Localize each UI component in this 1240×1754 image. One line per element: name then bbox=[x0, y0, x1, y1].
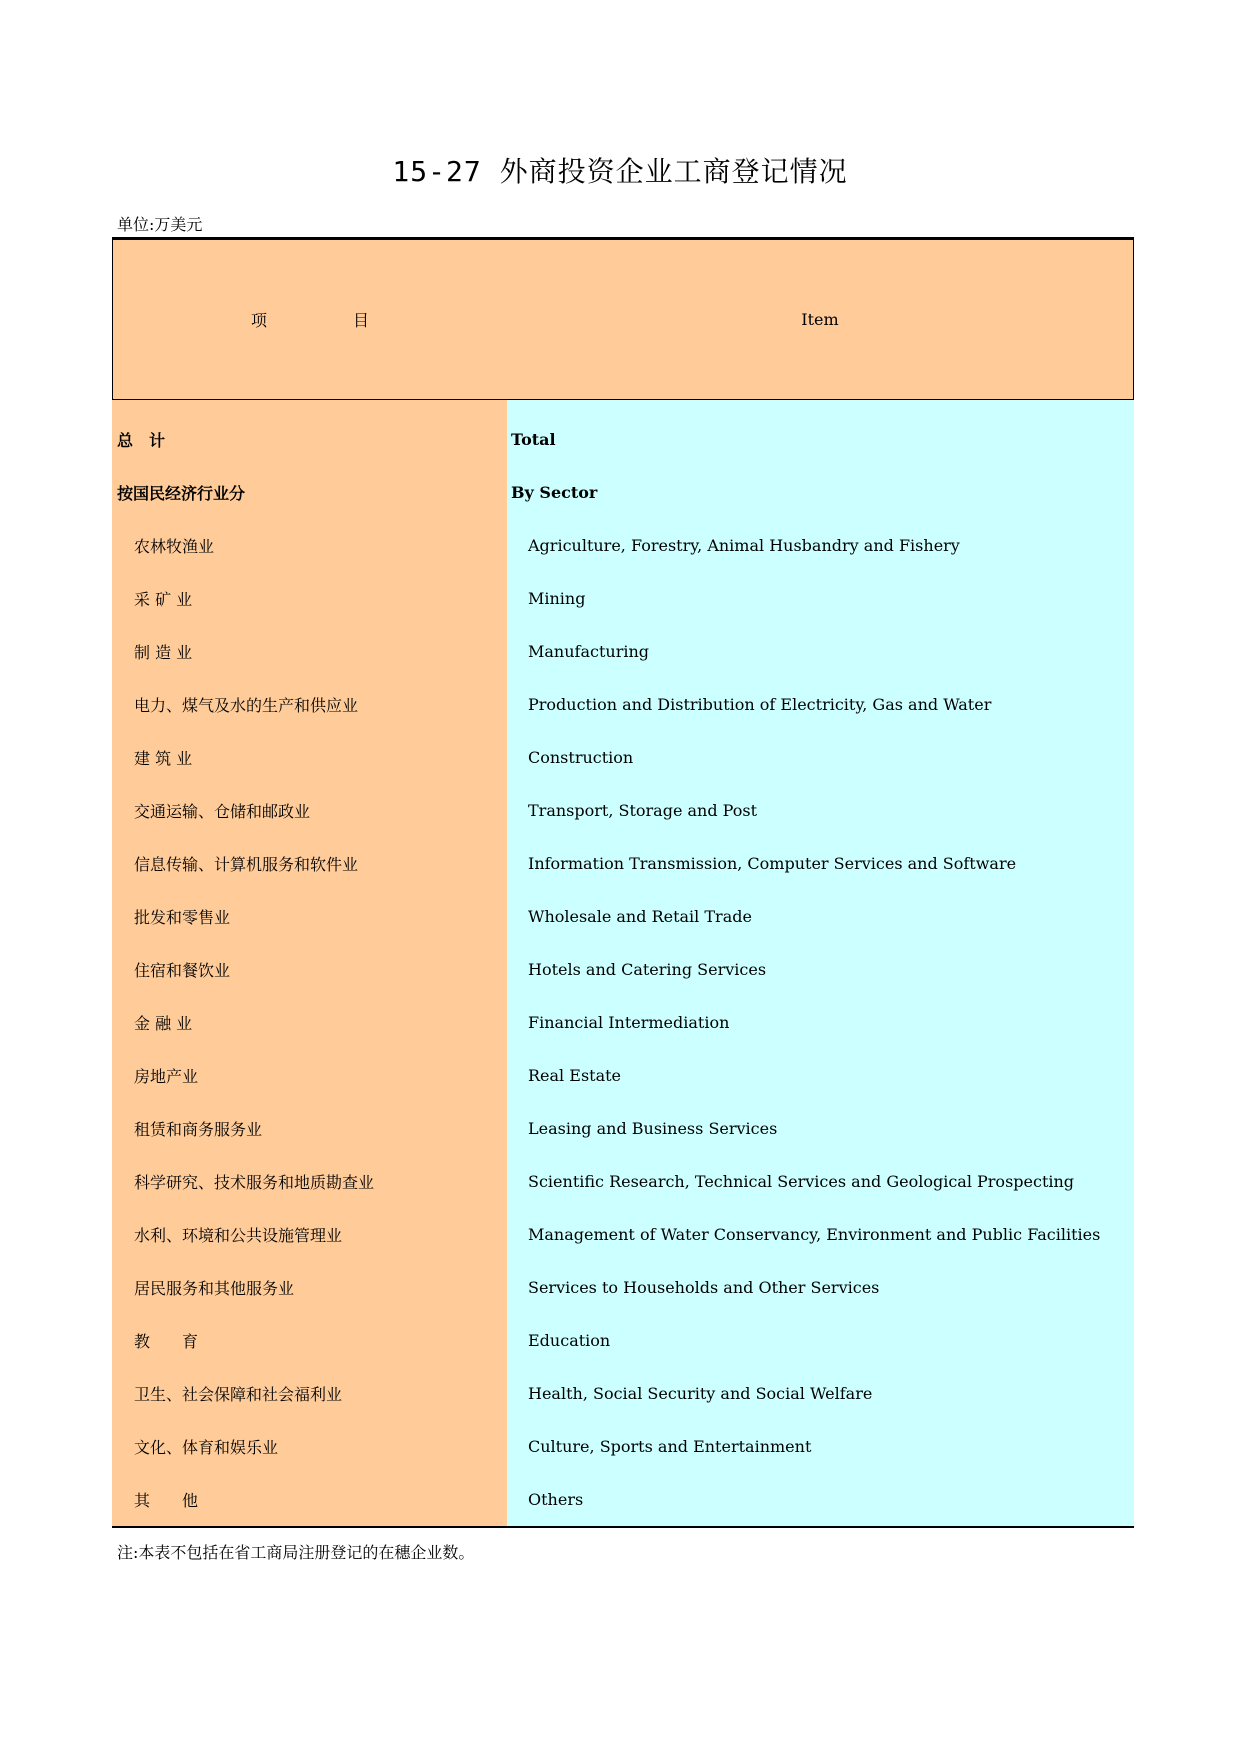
table-row-cn: 教 育 bbox=[134, 1332, 199, 1351]
table-row-en: Scientific Research, Technical Services and Geological Prospecting bbox=[528, 1172, 1075, 1191]
bottom-rule bbox=[112, 1526, 1134, 1528]
table-row-en: Production and Distribution of Electricity, Gas and Water bbox=[528, 695, 992, 714]
table-row-en: Mining bbox=[528, 589, 586, 608]
table-row-cn: 居民服务和其他服务业 bbox=[134, 1279, 295, 1298]
table-row-cn: 总 计 bbox=[117, 431, 166, 450]
table-row-en: Education bbox=[528, 1331, 611, 1350]
table-row-cn: 采 矿 业 bbox=[134, 590, 193, 609]
header-item-en: Item bbox=[801, 310, 839, 329]
table-row-cn: 其 他 bbox=[134, 1491, 199, 1510]
table-row-en: Information Transmission, Computer Services and Software bbox=[528, 854, 1017, 873]
table-row-en: Others bbox=[528, 1490, 584, 1509]
table-row-en: Management of Water Conservancy, Environment and Public Facilities bbox=[528, 1225, 1101, 1244]
table-row-cn: 批发和零售业 bbox=[134, 908, 231, 927]
header-item-cn bbox=[113, 240, 507, 399]
table-row-en: Agriculture, Forestry, Animal Husbandry and Fishery bbox=[528, 536, 960, 555]
table-row-cn: 制 造 业 bbox=[134, 643, 193, 662]
table-row-en: Manufacturing bbox=[528, 642, 649, 661]
page-title: 15-27 外商投资企业工商登记情况 bbox=[392, 155, 848, 188]
table-row-en: Health, Social Security and Social Welfare bbox=[528, 1384, 873, 1403]
table-row-cn: 科学研究、技术服务和地质勘查业 bbox=[134, 1173, 375, 1192]
table-row-cn: 租赁和商务服务业 bbox=[134, 1120, 263, 1139]
table-header bbox=[112, 240, 1134, 400]
table-row-cn: 交通运输、仓储和邮政业 bbox=[134, 802, 311, 821]
table-row-cn: 文化、体育和娱乐业 bbox=[134, 1438, 279, 1457]
table-row-en: Real Estate bbox=[528, 1066, 622, 1085]
table-row-en: By Sector bbox=[511, 483, 598, 502]
table-row-cn: 农林牧渔业 bbox=[134, 537, 215, 556]
table-row-cn: 信息传输、计算机服务和软件业 bbox=[134, 855, 359, 874]
table-row-en: Services to Households and Other Services bbox=[528, 1278, 880, 1297]
table-row-cn: 住宿和餐饮业 bbox=[134, 961, 231, 980]
table-row-en: Total bbox=[511, 430, 556, 449]
table-row-cn: 水利、环境和公共设施管理业 bbox=[134, 1226, 343, 1245]
table-row-en: Leasing and Business Services bbox=[528, 1119, 778, 1138]
footnote: 注:本表不包括在省工商局注册登记的在穗企业数。 bbox=[117, 1543, 475, 1562]
table-body bbox=[112, 400, 1134, 1526]
table-row-en: Wholesale and Retail Trade bbox=[528, 907, 752, 926]
table-row-cn: 房地产业 bbox=[134, 1067, 199, 1086]
data-table bbox=[112, 237, 1134, 1528]
column-cn bbox=[112, 400, 507, 1526]
table-row-en: Transport, Storage and Post bbox=[528, 801, 758, 820]
table-row-cn: 电力、煤气及水的生产和供应业 bbox=[134, 696, 359, 715]
table-row-cn: 金 融 业 bbox=[134, 1014, 193, 1033]
table-row-en: Hotels and Catering Services bbox=[528, 960, 767, 979]
table-row-cn: 建 筑 业 bbox=[134, 749, 193, 768]
table-row-en: Construction bbox=[528, 748, 634, 767]
table-row-en: Culture, Sports and Entertainment bbox=[528, 1437, 812, 1456]
table-row-en: Financial Intermediation bbox=[528, 1013, 730, 1032]
column-en bbox=[507, 400, 1134, 1526]
header-item-cn-right: 目 bbox=[353, 311, 370, 330]
header-item-cn-left: 项 bbox=[250, 311, 267, 330]
table-row-cn: 按国民经济行业分 bbox=[117, 484, 246, 503]
unit-label: 单位:万美元 bbox=[117, 215, 203, 234]
table-row-cn: 卫生、社会保障和社会福利业 bbox=[134, 1385, 343, 1404]
